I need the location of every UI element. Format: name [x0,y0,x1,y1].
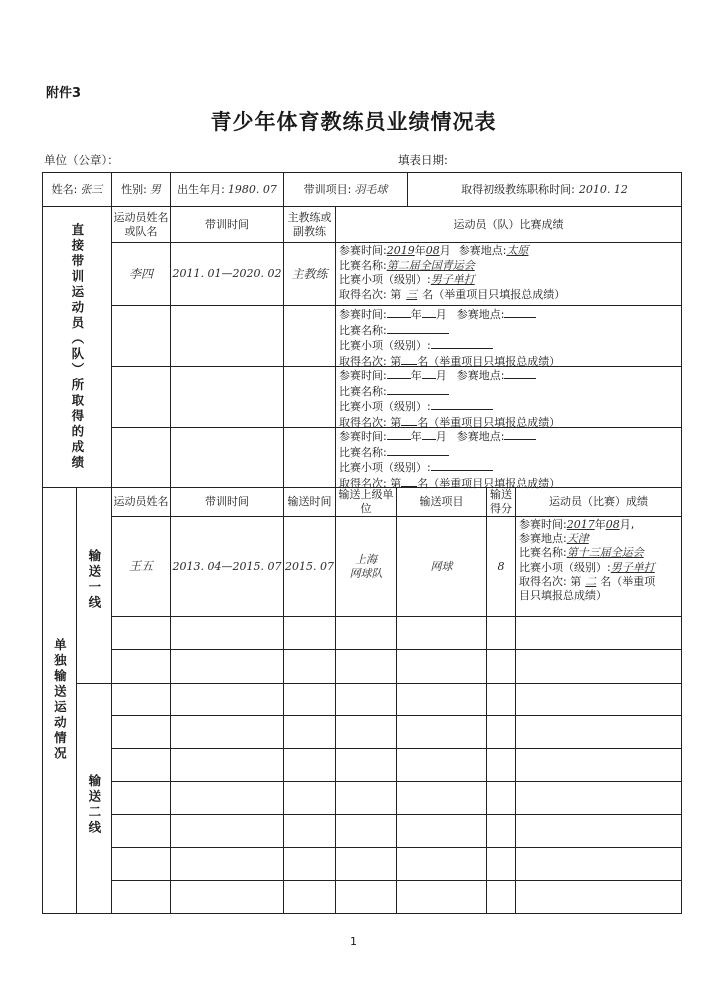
col2-competition-result: 运动员（比赛）成绩 [549,495,648,509]
rank-value: 三 [406,287,418,301]
time-label: 参赛时间: [339,430,387,443]
month-value: 08 [605,518,620,531]
rank-label: 取得名次: 第 [339,476,402,490]
birth-value: 1980. 07 [227,182,277,196]
event-label: 比赛名称: [339,445,387,459]
s2-row1-athlete: 王五 [128,559,153,573]
page-number: 1 [350,935,357,948]
gender-value: 男 [149,182,161,196]
s2-row1-score: 8 [497,559,505,573]
s2-row1-item: 网球 [430,559,453,573]
s2-row1-unit [336,517,396,616]
sport-value: 羽毛球 [354,182,388,196]
time-label: 参赛时间: [519,518,567,531]
rank-suffix: 名（举重项目只填报总成绩） [422,287,566,301]
col2-athlete-name: 运动员姓名 [113,495,169,509]
rank-suffix: 名（举重项 [600,574,656,588]
rank-suffix: 名（举重项目只填报总成绩） [417,354,561,368]
time-label: 参赛时间: [339,369,387,382]
unit-line1: 上海 [355,552,377,566]
item-value: 男子单打 [430,273,475,286]
time-label: 参赛时间: [339,308,387,321]
birth-label: 出生年月: [177,182,225,196]
cert-label: 取得初级教练职称时间: [461,182,575,196]
name-label: 姓名: [51,182,78,196]
page-title: 青少年体育教练员业绩情况表 [210,110,497,134]
attachment-label: 附件3 [46,86,82,101]
item-label: 比赛小项（级别）: [339,273,431,286]
event-label: 比赛名称: [339,384,387,398]
rank-label: 取得名次: 第 [339,415,402,429]
year-value: 2019 [386,244,415,257]
col2-training-period: 带训时间 [205,495,249,509]
row3-result [339,368,679,430]
year-unit: 年 [594,518,606,531]
item-value: 男子单打 [610,560,655,574]
year-unit: 年 [410,369,422,382]
col-coach-role: 主教练或副教练 [287,210,332,238]
cert-cell [408,173,681,206]
time-label: 参赛时间: [339,244,387,257]
event-value: 第十三届全运会 [566,546,644,560]
col2-transfer-item: 输送项目 [419,495,464,509]
place-label: 参赛地点: [456,369,505,382]
s2-row1-transfer-time: 2015. 07 [285,559,334,573]
name-value: 张三 [80,182,103,196]
place-label: 参赛地点: [519,532,567,546]
month-unit: 月, [619,518,635,531]
transfer-line2-label: 输送二线 [86,774,102,836]
row1-period: 2011. 01—2020. 02 [172,267,282,281]
gender-label: 性别: [121,182,147,196]
sport-cell [284,173,407,206]
gender-cell [112,173,170,206]
row2-result [339,307,679,369]
unit-label: 单位（公章）： [44,153,119,167]
birth-cell [171,173,283,206]
col2-transfer-unit: 输送上级单位 [338,488,394,515]
fill-date-label: 填表日期: [398,153,448,167]
year-unit: 年 [410,430,422,443]
unit-line2: 网球队 [349,566,383,580]
month-unit: 月 [435,430,447,443]
item-label: 比赛小项（级别）: [339,461,431,474]
row1-result [339,244,679,302]
s2-row1-result [519,518,681,603]
rank-suffix-cont: 目只填报总成绩） [519,589,607,603]
row1-athlete: 李四 [128,266,153,281]
place-value: 太原 [506,244,529,257]
year-unit: 年 [410,308,422,321]
place-label: 参赛地点: [456,308,505,321]
section2-side-label: 单独输送运动情况 [52,638,68,762]
name-cell [43,173,111,206]
rank-label: 取得名次: 第 [339,287,402,301]
event-label: 比赛名称: [339,258,387,272]
place-label: 参赛地点: [456,430,505,443]
month-unit: 月 [435,369,447,382]
item-label: 比赛小项（级别）: [519,560,611,574]
col-competition-result: 运动员（队）比赛成绩 [453,217,564,231]
sport-label: 带训项目: [303,182,352,196]
event-label: 比赛名称: [519,546,567,560]
month-unit: 月 [435,308,447,321]
place-label: 参赛地点: [458,244,507,257]
item-label: 比赛小项（级别）: [339,400,431,413]
month-unit: 月 [439,244,451,257]
month-value: 08 [425,244,440,257]
rank-label: 取得名次: 第 [339,354,402,368]
event-value: 第二届全国青运会 [386,258,475,272]
rank-label: 取得名次: 第 [519,574,582,588]
s2-row1-period: 2013. 04—2015. 07 [172,559,282,573]
row4-result [339,429,679,491]
col2-transfer-score: 输送得分 [490,488,512,515]
col2-transfer-time: 输送时间 [287,495,332,509]
col-athlete-name: 运动员姓名或队名 [113,210,169,238]
col-training-period: 带训时间 [205,217,249,231]
rank-value: 二 [585,574,597,588]
section1-side-label: 直接带训运动员（队）所取得的成绩 [69,223,85,471]
rank-suffix: 名（举重项目只填报总成绩） [417,476,561,490]
place-value: 天津 [566,532,589,546]
year-value: 2017 [566,518,595,531]
item-label: 比赛小项（级别）: [339,339,431,352]
event-label: 比赛名称: [339,323,387,337]
cert-value: 2010. 12 [578,182,628,196]
transfer-line1-label: 输送一线 [86,549,102,611]
rank-suffix: 名（举重项目只填报总成绩） [417,415,561,429]
row1-coach: 主教练 [291,266,328,281]
year-unit: 年 [414,244,426,257]
